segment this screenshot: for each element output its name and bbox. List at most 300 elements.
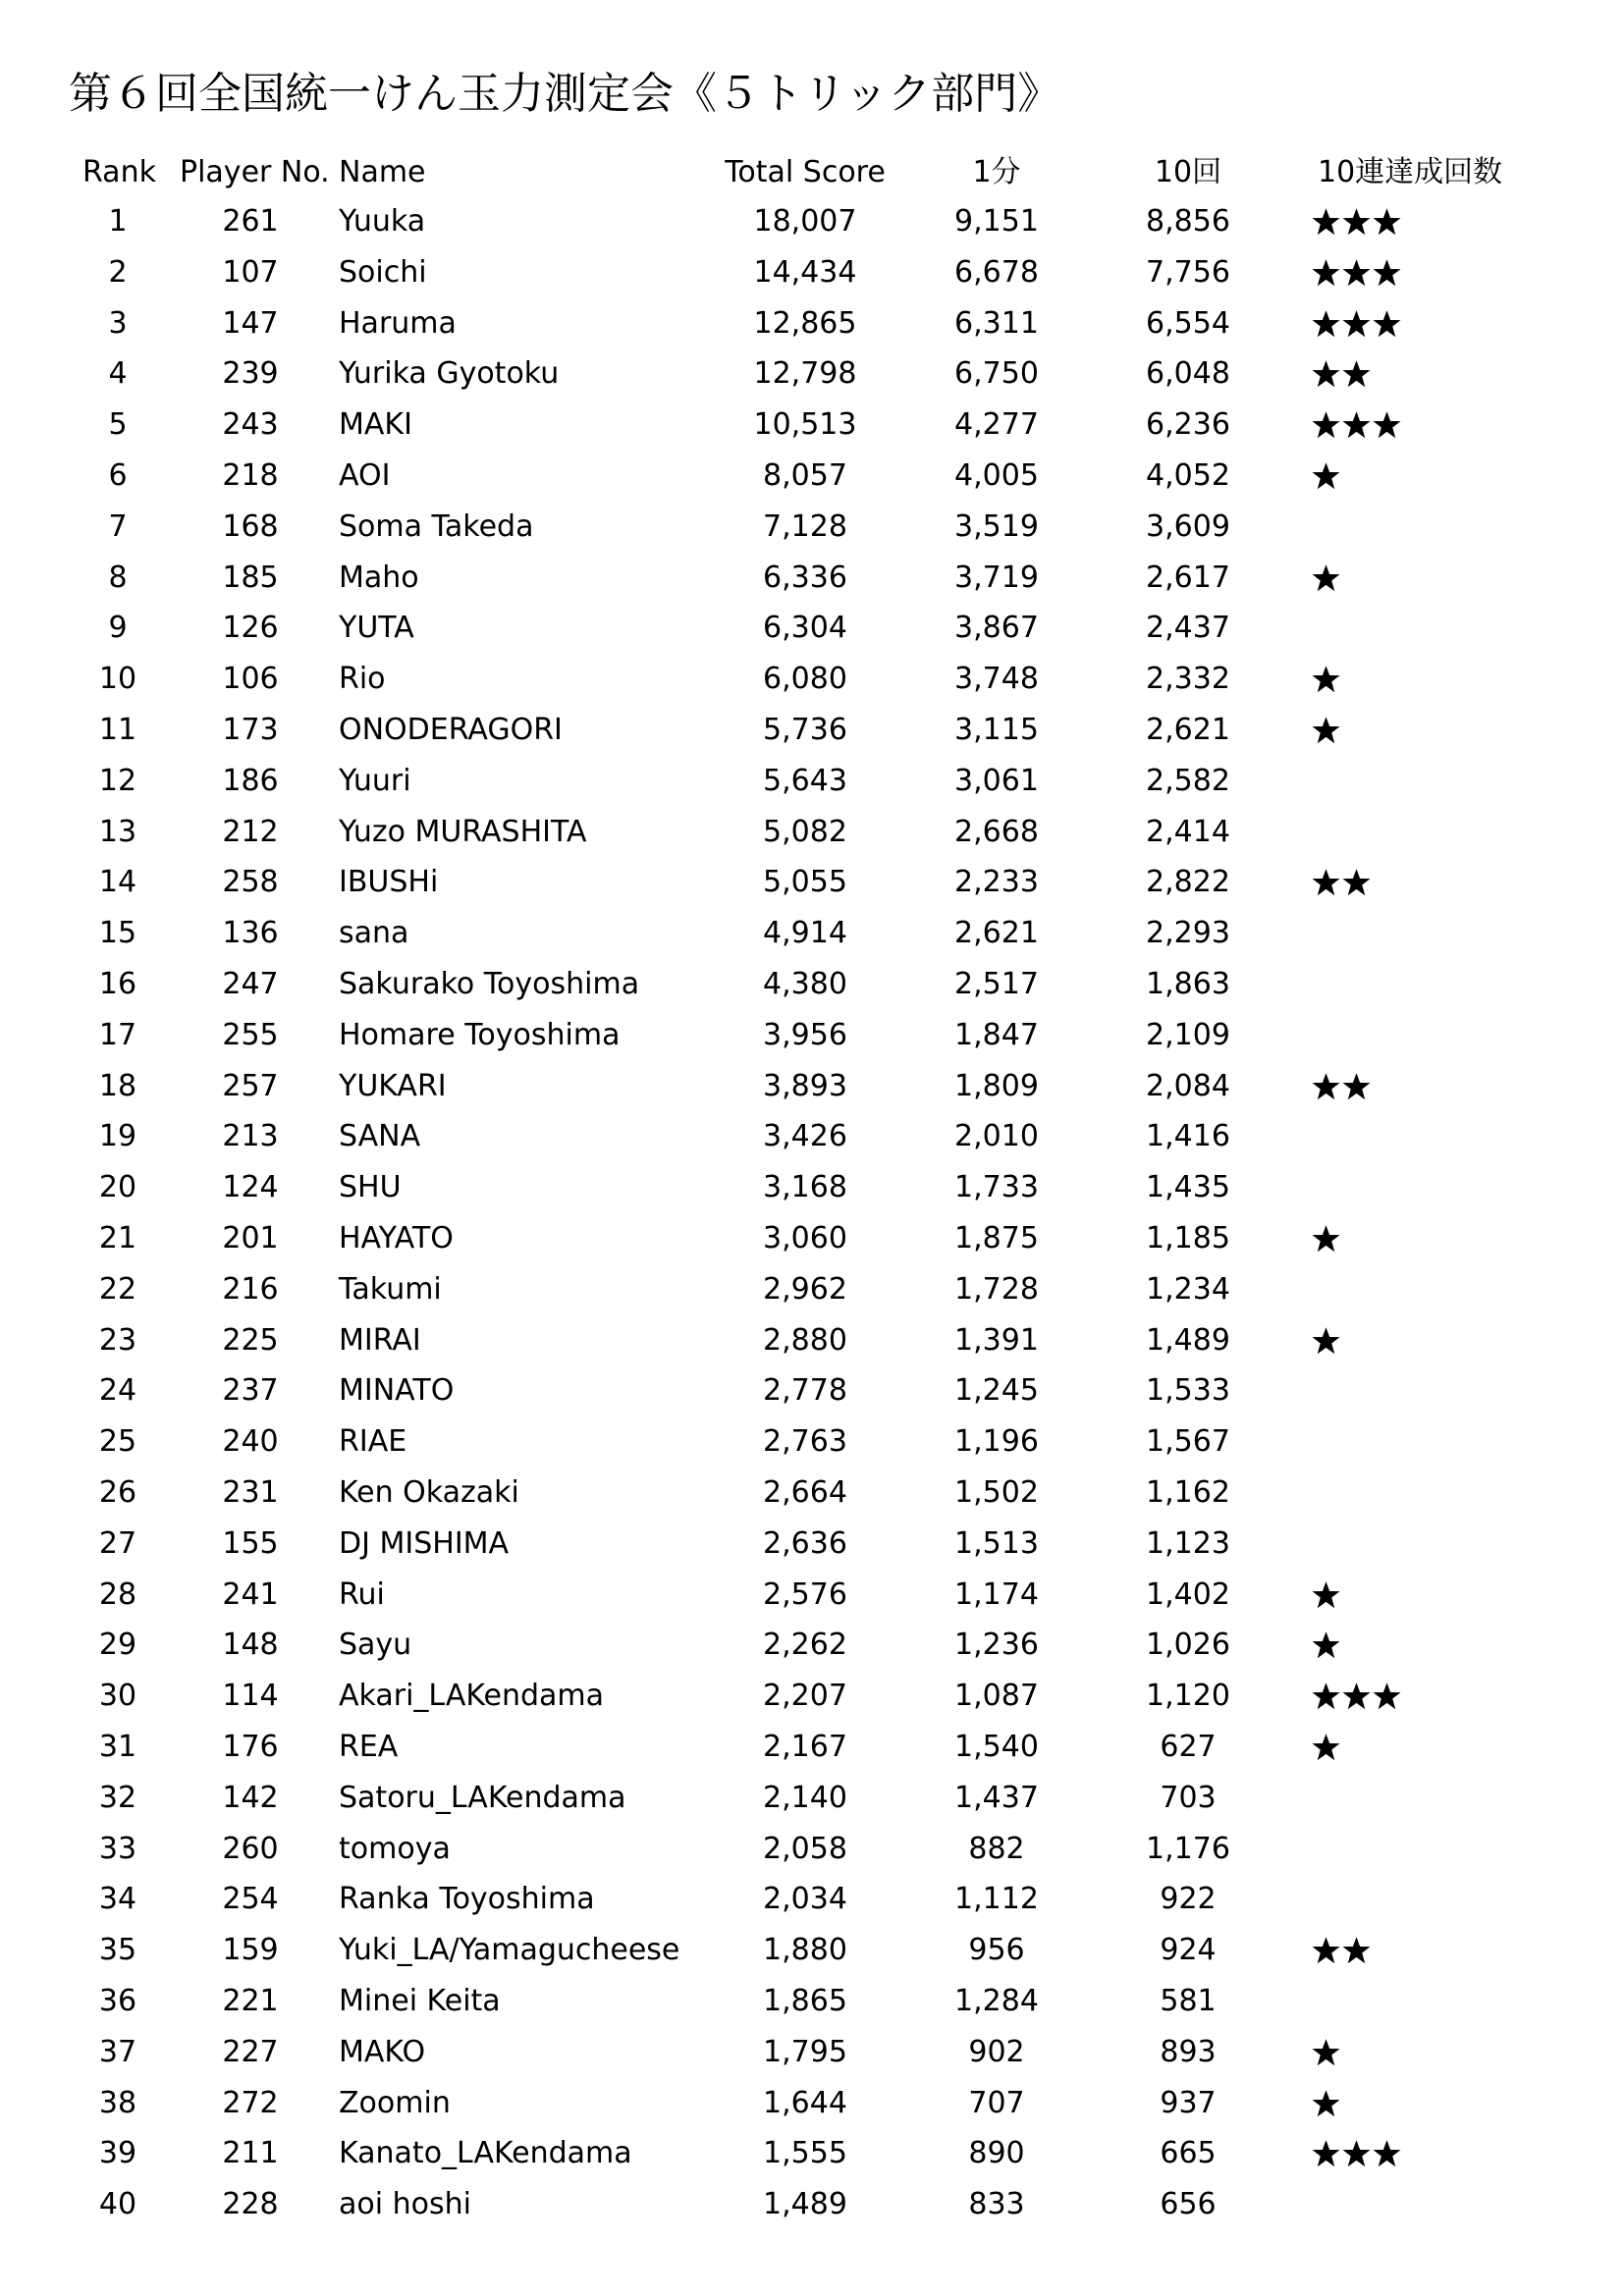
star-icon — [1311, 309, 1341, 339]
table-row — [0, 705, 1624, 756]
one-minute-cell: 707 — [968, 2085, 1025, 2120]
total-score-cell: 3,426 — [763, 1119, 847, 1154]
name-cell: MINATO — [339, 1373, 455, 1409]
total-score-cell: 2,167 — [763, 1730, 847, 1764]
player-no-cell: 114 — [222, 1679, 279, 1714]
player-no-cell: 212 — [222, 814, 279, 849]
table-row — [0, 1264, 1624, 1315]
total-score-cell: 3,060 — [763, 1221, 847, 1255]
star-icon — [1372, 309, 1402, 339]
ten-streak-stars — [1311, 2027, 1546, 2078]
total-score-cell: 4,380 — [763, 967, 847, 1001]
star-icon — [1311, 665, 1341, 694]
table-row — [0, 1010, 1624, 1061]
player-no-cell: 239 — [222, 356, 279, 392]
table-row — [0, 348, 1624, 400]
star-icon — [1341, 359, 1372, 389]
table-row — [0, 1824, 1624, 1875]
name-cell: HAYATO — [339, 1221, 454, 1255]
ten-streak-stars — [1311, 451, 1546, 502]
rank-cell: 25 — [98, 1424, 137, 1460]
ten-streak-stars — [1311, 196, 1546, 247]
rank-cell: 2 — [108, 254, 128, 290]
one-minute-cell: 3,519 — [954, 508, 1039, 544]
one-minute-cell: 1,809 — [954, 1068, 1039, 1103]
player-no-cell: 257 — [222, 1068, 279, 1103]
ten-streak-stars — [1311, 807, 1546, 858]
ten-times-cell: 1,416 — [1146, 1119, 1230, 1154]
star-icon — [1311, 1224, 1341, 1254]
name-cell: MAKO — [339, 2034, 426, 2069]
total-score-cell: 3,956 — [763, 1017, 847, 1052]
rank-cell: 13 — [98, 814, 137, 849]
ten-times-cell: 2,621 — [1146, 713, 1230, 747]
rank-cell: 11 — [98, 713, 137, 747]
name-cell: Rio — [339, 662, 386, 697]
rank-cell: 8 — [108, 560, 128, 595]
rank-cell: 12 — [98, 763, 137, 798]
table-row — [0, 603, 1624, 654]
header-ten-times: 10回 — [1154, 155, 1222, 189]
total-score-cell: 3,168 — [763, 1170, 847, 1205]
one-minute-cell: 6,678 — [954, 254, 1039, 290]
name-cell: SANA — [339, 1119, 421, 1154]
one-minute-cell: 1,236 — [954, 1628, 1039, 1663]
star-icon — [1372, 410, 1402, 440]
table-row — [0, 1519, 1624, 1570]
ten-streak-stars — [1311, 1365, 1546, 1416]
name-cell: aoi hoshi — [339, 2187, 471, 2222]
table-row — [0, 1722, 1624, 1773]
name-cell: RIAE — [339, 1424, 407, 1460]
header-player-no: Player No. — [180, 155, 330, 189]
one-minute-cell: 902 — [968, 2034, 1025, 2069]
ten-times-cell: 4,052 — [1146, 458, 1230, 493]
star-icon — [1341, 410, 1372, 440]
table-row — [0, 1620, 1624, 1671]
total-score-cell: 2,664 — [763, 1475, 847, 1510]
ten-times-cell: 1,402 — [1146, 1576, 1230, 1612]
star-icon — [1311, 1072, 1341, 1101]
table-header — [0, 147, 1624, 198]
ten-streak-stars — [1311, 1162, 1546, 1213]
one-minute-cell: 1,847 — [954, 1017, 1039, 1052]
name-cell: Haruma — [339, 305, 457, 341]
ten-streak-stars — [1311, 1925, 1546, 1976]
one-minute-cell: 3,719 — [954, 560, 1039, 595]
table-row — [0, 1976, 1624, 2027]
ten-streak-stars — [1311, 1315, 1546, 1366]
player-no-cell: 254 — [222, 1882, 279, 1917]
one-minute-cell: 1,733 — [954, 1170, 1039, 1205]
ten-streak-stars — [1311, 1976, 1546, 2027]
total-score-cell: 6,336 — [763, 560, 847, 595]
star-icon — [1311, 1733, 1341, 1762]
total-score-cell: 5,082 — [763, 814, 847, 849]
rank-cell: 32 — [98, 1780, 137, 1815]
star-icon — [1311, 461, 1341, 491]
rank-cell: 14 — [98, 865, 137, 900]
page-title: 第６回全国統一けん玉力測定会《５トリック部門》 — [69, 69, 1061, 119]
ten-times-cell: 1,162 — [1146, 1475, 1230, 1510]
star-icon — [1311, 1326, 1341, 1356]
one-minute-cell: 1,540 — [954, 1730, 1039, 1764]
header-name: Name — [339, 155, 426, 189]
ten-times-cell: 2,822 — [1146, 865, 1230, 900]
star-icon — [1311, 359, 1341, 389]
one-minute-cell: 2,233 — [954, 865, 1039, 900]
name-cell: Kanato_LAKendama — [339, 2136, 632, 2171]
rank-cell: 40 — [98, 2187, 137, 2222]
ten-streak-stars — [1311, 857, 1546, 908]
one-minute-cell: 3,061 — [954, 763, 1039, 798]
one-minute-cell: 2,621 — [954, 916, 1039, 951]
table-row — [0, 959, 1624, 1010]
ten-times-cell: 937 — [1160, 2085, 1217, 2120]
ten-times-cell: 1,185 — [1146, 1221, 1230, 1255]
ten-times-cell: 2,084 — [1146, 1068, 1230, 1103]
rank-cell: 26 — [98, 1475, 137, 1510]
one-minute-cell: 3,115 — [954, 713, 1039, 747]
name-cell: SHU — [339, 1170, 402, 1205]
star-icon — [1372, 258, 1402, 288]
total-score-cell: 12,798 — [753, 356, 857, 392]
one-minute-cell: 882 — [968, 1831, 1025, 1866]
rank-cell: 4 — [108, 356, 128, 392]
table-row — [0, 1365, 1624, 1416]
total-score-cell: 7,128 — [763, 508, 847, 544]
name-cell: Sayu — [339, 1628, 412, 1663]
star-icon — [1311, 1682, 1341, 1711]
ten-times-cell: 627 — [1160, 1730, 1217, 1764]
ten-streak-stars — [1311, 1213, 1546, 1264]
total-score-cell: 2,636 — [763, 1525, 847, 1561]
one-minute-cell: 9,151 — [954, 204, 1039, 239]
name-cell: Yuuri — [339, 763, 411, 798]
star-icon — [1311, 716, 1341, 745]
ten-streak-stars — [1311, 1519, 1546, 1570]
table-row — [0, 451, 1624, 502]
name-cell: Satoru_LAKendama — [339, 1780, 626, 1815]
total-score-cell: 8,057 — [763, 458, 847, 493]
one-minute-cell: 2,517 — [954, 967, 1039, 1001]
ten-times-cell: 2,617 — [1146, 560, 1230, 595]
rank-cell: 22 — [98, 1271, 137, 1307]
ten-times-cell: 1,533 — [1146, 1373, 1230, 1409]
player-no-cell: 258 — [222, 865, 279, 900]
total-score-cell: 5,643 — [763, 763, 847, 798]
star-icon — [1311, 207, 1341, 237]
rank-cell: 20 — [98, 1170, 137, 1205]
ten-times-cell: 1,120 — [1146, 1679, 1230, 1714]
name-cell: DJ MISHIMA — [339, 1525, 510, 1561]
star-icon — [1341, 309, 1372, 339]
one-minute-cell: 1,437 — [954, 1780, 1039, 1815]
player-no-cell: 241 — [222, 1576, 279, 1612]
player-no-cell: 136 — [222, 916, 279, 951]
total-score-cell: 5,736 — [763, 713, 847, 747]
ten-streak-stars — [1311, 603, 1546, 654]
table-row — [0, 400, 1624, 451]
total-score-cell: 4,914 — [763, 916, 847, 951]
name-cell: Zoomin — [339, 2085, 451, 2120]
one-minute-cell: 1,245 — [954, 1373, 1039, 1409]
rank-cell: 37 — [98, 2034, 137, 2069]
rank-cell: 21 — [98, 1221, 137, 1255]
rank-cell: 1 — [108, 204, 128, 239]
player-no-cell: 231 — [222, 1475, 279, 1510]
ten-streak-stars — [1311, 1773, 1546, 1824]
ten-streak-stars — [1311, 2128, 1546, 2179]
ten-streak-stars — [1311, 959, 1546, 1010]
player-no-cell: 159 — [222, 1933, 279, 1968]
table-row — [0, 196, 1624, 247]
ten-times-cell: 665 — [1160, 2136, 1217, 2171]
player-no-cell: 186 — [222, 763, 279, 798]
rank-cell: 18 — [98, 1068, 137, 1103]
ten-streak-stars — [1311, 553, 1546, 604]
player-no-cell: 155 — [222, 1525, 279, 1561]
name-cell: Takumi — [339, 1271, 442, 1307]
player-no-cell: 148 — [222, 1628, 279, 1663]
ten-streak-stars — [1311, 756, 1546, 807]
one-minute-cell: 956 — [968, 1933, 1025, 1968]
rank-cell: 31 — [98, 1730, 137, 1764]
rank-cell: 28 — [98, 1576, 137, 1612]
name-cell: IBUSHi — [339, 865, 439, 900]
player-no-cell: 216 — [222, 1271, 279, 1307]
rank-cell: 24 — [98, 1373, 137, 1409]
rank-cell: 23 — [98, 1322, 137, 1358]
table-row — [0, 857, 1624, 908]
player-no-cell: 218 — [222, 458, 279, 493]
name-cell: YUKARI — [339, 1068, 447, 1103]
player-no-cell: 240 — [222, 1424, 279, 1460]
rank-cell: 19 — [98, 1119, 137, 1154]
name-cell: Minei Keita — [339, 1984, 501, 2018]
star-icon — [1372, 207, 1402, 237]
ten-times-cell: 1,234 — [1146, 1271, 1230, 1307]
one-minute-cell: 1,728 — [954, 1271, 1039, 1307]
player-no-cell: 243 — [222, 407, 279, 443]
player-no-cell: 185 — [222, 560, 279, 595]
ten-times-cell: 6,236 — [1146, 407, 1230, 443]
table-row — [0, 1315, 1624, 1366]
rank-cell: 10 — [98, 662, 137, 697]
star-icon — [1311, 1630, 1341, 1660]
star-icon — [1311, 258, 1341, 288]
rank-cell: 30 — [98, 1679, 137, 1714]
total-score-cell: 2,576 — [763, 1576, 847, 1612]
player-no-cell: 261 — [222, 204, 279, 239]
one-minute-cell: 1,875 — [954, 1221, 1039, 1255]
ten-streak-stars — [1311, 654, 1546, 705]
name-cell: sana — [339, 916, 409, 951]
player-no-cell: 176 — [222, 1730, 279, 1764]
rank-cell: 39 — [98, 2136, 137, 2171]
ten-times-cell: 1,176 — [1146, 1831, 1230, 1866]
ten-times-cell: 2,414 — [1146, 814, 1230, 849]
total-score-cell: 10,513 — [753, 407, 857, 443]
rank-cell: 9 — [108, 611, 128, 646]
table-row — [0, 2128, 1624, 2179]
total-score-cell: 6,304 — [763, 611, 847, 646]
ten-streak-stars — [1311, 908, 1546, 959]
name-cell: Ken Okazaki — [339, 1475, 519, 1510]
rank-cell: 5 — [108, 407, 128, 443]
ten-streak-stars — [1311, 1264, 1546, 1315]
ten-streak-stars — [1311, 1468, 1546, 1519]
ten-streak-stars — [1311, 502, 1546, 553]
total-score-cell: 5,055 — [763, 865, 847, 900]
total-score-cell: 3,893 — [763, 1068, 847, 1103]
ten-streak-stars — [1311, 348, 1546, 400]
player-no-cell: 201 — [222, 1221, 279, 1255]
name-cell: REA — [339, 1730, 399, 1764]
star-icon — [1311, 1580, 1341, 1610]
ten-times-cell: 1,435 — [1146, 1170, 1230, 1205]
star-icon — [1311, 2089, 1341, 2118]
name-cell: Ranka Toyoshima — [339, 1882, 595, 1917]
table-row — [0, 2027, 1624, 2078]
ten-streak-stars — [1311, 1416, 1546, 1468]
ten-times-cell: 2,293 — [1146, 916, 1230, 951]
star-icon — [1372, 1682, 1402, 1711]
player-no-cell: 221 — [222, 1984, 279, 2018]
total-score-cell: 2,207 — [763, 1679, 847, 1714]
ten-times-cell: 6,554 — [1146, 305, 1230, 341]
name-cell: Homare Toyoshima — [339, 1017, 621, 1052]
table-row — [0, 908, 1624, 959]
total-score-cell: 6,080 — [763, 662, 847, 697]
ten-times-cell: 1,863 — [1146, 967, 1230, 1001]
one-minute-cell: 3,748 — [954, 662, 1039, 697]
ten-streak-stars — [1311, 2078, 1546, 2129]
header-rank: Rank — [82, 155, 156, 189]
one-minute-cell: 1,513 — [954, 1525, 1039, 1561]
one-minute-cell: 4,005 — [954, 458, 1039, 493]
total-score-cell: 18,007 — [753, 204, 857, 239]
ten-times-cell: 8,856 — [1146, 204, 1230, 239]
total-score-cell: 2,763 — [763, 1424, 847, 1460]
one-minute-cell: 4,277 — [954, 407, 1039, 443]
table-row — [0, 654, 1624, 705]
ten-times-cell: 703 — [1160, 1780, 1217, 1815]
table-row — [0, 756, 1624, 807]
ten-streak-stars — [1311, 1824, 1546, 1875]
total-score-cell: 2,880 — [763, 1322, 847, 1358]
star-icon — [1311, 2038, 1341, 2067]
ten-times-cell: 3,609 — [1146, 508, 1230, 544]
table-row — [0, 553, 1624, 604]
ten-times-cell: 893 — [1160, 2034, 1217, 2069]
one-minute-cell: 1,391 — [954, 1322, 1039, 1358]
player-no-cell: 247 — [222, 967, 279, 1001]
rank-cell: 36 — [98, 1984, 137, 2018]
total-score-cell: 2,778 — [763, 1373, 847, 1409]
table-row — [0, 1416, 1624, 1468]
ten-times-cell: 2,582 — [1146, 763, 1230, 798]
name-cell: tomoya — [339, 1831, 451, 1866]
total-score-cell: 14,434 — [753, 254, 857, 290]
rank-cell: 33 — [98, 1831, 137, 1866]
name-cell: YUTA — [339, 611, 414, 646]
table-row — [0, 247, 1624, 298]
table-row — [0, 1162, 1624, 1213]
one-minute-cell: 1,174 — [954, 1576, 1039, 1612]
name-cell: Soma Takeda — [339, 508, 534, 544]
one-minute-cell: 833 — [968, 2187, 1025, 2222]
star-icon — [1311, 1936, 1341, 1965]
one-minute-cell: 1,502 — [954, 1475, 1039, 1510]
one-minute-cell: 6,311 — [954, 305, 1039, 341]
ten-streak-stars — [1311, 1570, 1546, 1621]
header-one-minute: 1分 — [972, 155, 1021, 189]
total-score-cell: 1,644 — [763, 2085, 847, 2120]
table-row — [0, 1570, 1624, 1621]
table-row — [0, 1061, 1624, 1112]
header-total-score: Total Score — [725, 155, 886, 189]
star-icon — [1311, 410, 1341, 440]
name-cell: Yurika Gyotoku — [339, 356, 560, 392]
player-no-cell: 168 — [222, 508, 279, 544]
ten-streak-stars — [1311, 705, 1546, 756]
ten-streak-stars — [1311, 400, 1546, 451]
player-no-cell: 213 — [222, 1119, 279, 1154]
table-row — [0, 1468, 1624, 1519]
star-icon — [1341, 1682, 1372, 1711]
one-minute-cell: 890 — [968, 2136, 1025, 2171]
ten-streak-stars — [1311, 1061, 1546, 1112]
one-minute-cell: 2,010 — [954, 1119, 1039, 1154]
star-icon — [1341, 868, 1372, 897]
ten-streak-stars — [1311, 1010, 1546, 1061]
rank-cell: 17 — [98, 1017, 137, 1052]
one-minute-cell: 1,112 — [954, 1882, 1039, 1917]
ten-times-cell: 924 — [1160, 1933, 1217, 1968]
total-score-cell: 2,058 — [763, 1831, 847, 1866]
ten-streak-stars — [1311, 1722, 1546, 1773]
one-minute-cell: 1,087 — [954, 1679, 1039, 1714]
name-cell: Sakurako Toyoshima — [339, 967, 640, 1001]
ten-streak-stars — [1311, 247, 1546, 298]
table-row — [0, 298, 1624, 349]
ten-times-cell: 6,048 — [1146, 356, 1230, 392]
ten-times-cell: 1,026 — [1146, 1628, 1230, 1663]
player-no-cell: 260 — [222, 1831, 279, 1866]
name-cell: MIRAI — [339, 1322, 421, 1358]
header-ten-streak-count: 10連達成回数 — [1318, 155, 1503, 189]
player-no-cell: 227 — [222, 2034, 279, 2069]
total-score-cell: 1,865 — [763, 1984, 847, 2018]
player-no-cell: 173 — [222, 713, 279, 747]
ten-times-cell: 1,489 — [1146, 1322, 1230, 1358]
ten-times-cell: 7,756 — [1146, 254, 1230, 290]
total-score-cell: 1,795 — [763, 2034, 847, 2069]
ten-times-cell: 1,567 — [1146, 1424, 1230, 1460]
table-row — [0, 502, 1624, 553]
player-no-cell: 228 — [222, 2187, 279, 2222]
player-no-cell: 211 — [222, 2136, 279, 2171]
rank-cell: 27 — [98, 1525, 137, 1561]
one-minute-cell: 2,668 — [954, 814, 1039, 849]
name-cell: AOI — [339, 458, 391, 493]
star-icon — [1372, 2139, 1402, 2168]
player-no-cell: 272 — [222, 2085, 279, 2120]
total-score-cell: 12,865 — [753, 305, 857, 341]
total-score-cell: 2,034 — [763, 1882, 847, 1917]
ten-streak-stars — [1311, 1111, 1546, 1162]
